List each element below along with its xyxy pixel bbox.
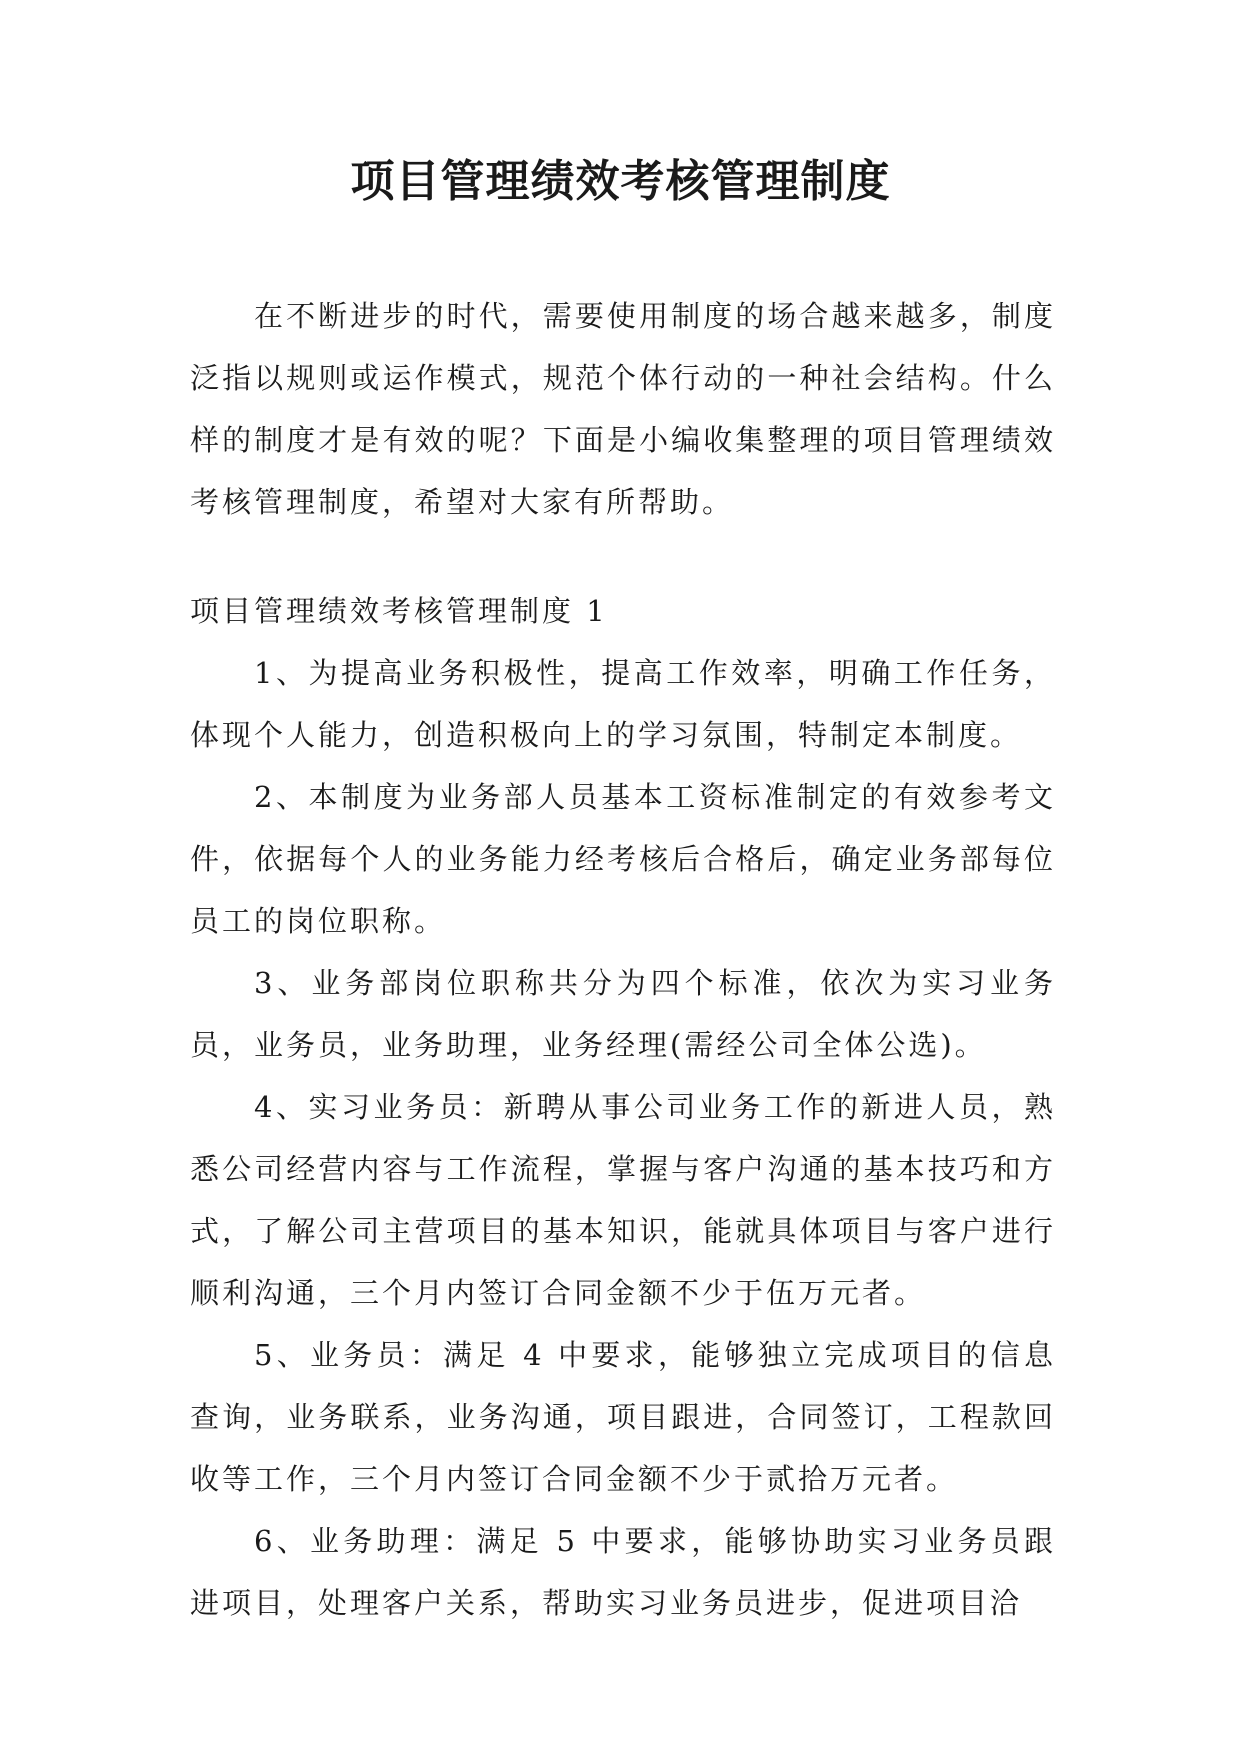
- body-paragraph: 4、实习业务员：新聘从事公司业务工作的新进人员，熟悉公司经营内容与工作流程，掌握与客户沟通的基本技巧和方式，了解公司主营项目的基本知识，能就具体项目与客户进行顺利沟通，三个月内签订合同金额不少于伍万元者。: [190, 1090, 1056, 1310]
- document-title: 项目管理绩效考核管理制度: [350, 156, 891, 207]
- section-heading: 项目管理绩效考核管理制度 1: [190, 594, 608, 628]
- body-paragraph: 3、业务部岗位职称共分为四个标准，依次为实习业务员，业务员，业务助理，业务经理(需经公司全体公选)。: [190, 966, 1056, 1062]
- intro-paragraph: 在不断进步的时代，需要使用制度的场合越来越多，制度泛指以规则或运作模式，规范个体行动的一种社会结构。什么样的制度才是有效的呢？下面是小编收集整理的项目管理绩效考核管理制度，希望对大家有所帮助。: [190, 299, 1056, 519]
- body-paragraph: 5、业务员：满足 4 中要求，能够独立完成项目的信息查询，业务联系，业务沟通，项目跟进，合同签订，工程款回收等工作，三个月内签订合同金额不少于贰拾万元者。: [190, 1338, 1056, 1496]
- document-body: [190, 285, 1056, 1634]
- body-paragraph: 6、业务助理：满足 5 中要求，能够协助实习业务员跟进项目，处理客户关系，帮助实习业务员进步，促进项目洽: [190, 1524, 1056, 1620]
- body-paragraph: 2、本制度为业务部人员基本工资标准制定的有效参考文件，依据每个人的业务能力经考核后合格后，确定业务部每位员工的岗位职称。: [190, 780, 1056, 938]
- body-paragraph: 1、为提高业务积极性，提高工作效率，明确工作任务，体现个人能力，创造积极向上的学习氛围，特制定本制度。: [190, 656, 1056, 752]
